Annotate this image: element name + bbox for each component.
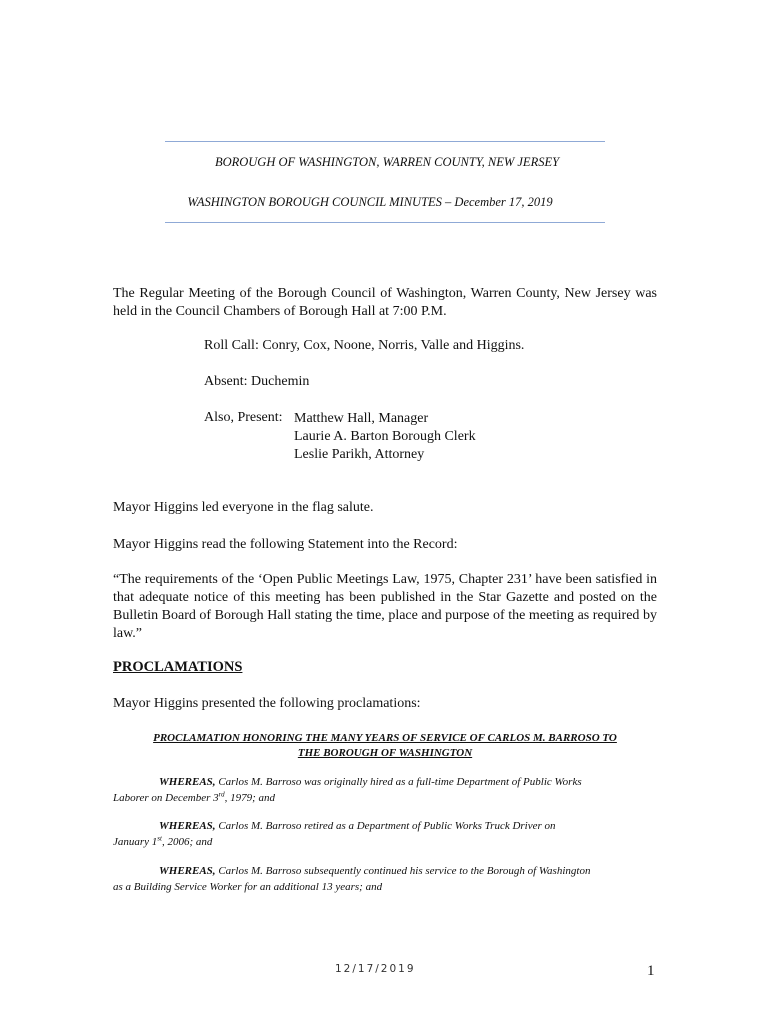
whereas-keyword: WHEREAS,: [159, 776, 216, 788]
roll-call: Roll Call: Conry, Cox, Noone, Norris, Valle and Higgins.: [204, 338, 525, 353]
whereas-keyword: WHEREAS,: [159, 820, 216, 832]
statement-quote-paragraph: “The requirements of the ‘Open Public Meetings Law, 1975, Chapter 231’ have been satisfied in that adequate notice of this meeting has been published in the Star Gazette and posted on the Bulletin Board of Borough Hall stating the time, place and purpose of the meeting as required by law.”: [113, 572, 657, 641]
proclamation-title-line: THE BOROUGH OF WASHINGTON: [297, 747, 473, 759]
also-present-name: Leslie Parikh, Attorney: [294, 447, 425, 462]
header-bottom-rule: [165, 222, 605, 223]
absent-list: Absent: Duchemin: [204, 374, 310, 389]
whereas-text: Carlos M. Barroso retired as a Department of Public Works Truck Driver on: [215, 820, 556, 832]
proclamation-title: [113, 731, 657, 761]
whereas-text: January 1: [113, 836, 158, 848]
whereas-keyword: WHEREAS,: [159, 865, 216, 877]
whereas-text: Carlos M. Barroso was originally hired as a full-time Department of Public Works: [215, 776, 582, 788]
header-top-rule: [165, 141, 605, 142]
also-present-label: Also, Present:: [204, 410, 283, 425]
proclamations-intro-paragraph: Mayor Higgins presented the following proclamations:: [113, 696, 421, 711]
ordinal-suffix: rd: [218, 790, 225, 799]
whereas-text: as a Building Service Worker for an additional 13 years; and: [113, 881, 383, 893]
also-present-name: Laurie A. Barton Borough Clerk: [294, 429, 476, 444]
whereas-clause: [113, 818, 657, 850]
ordinal-suffix: st: [157, 834, 162, 843]
page-number: 1: [647, 963, 655, 979]
whereas-text: Laborer on December 3: [113, 792, 219, 804]
flag-salute-paragraph: Mayor Higgins led everyone in the flag salute.: [113, 500, 374, 515]
statement-intro-paragraph: Mayor Higgins read the following Statement into the Record:: [113, 537, 458, 552]
whereas-clause: [113, 774, 657, 806]
also-present-name: Matthew Hall, Manager: [294, 411, 429, 426]
also-present-list: [294, 410, 476, 464]
whereas-text: Carlos M. Barroso subsequently continued his service to the Borough of Washington: [215, 865, 591, 877]
footer-date: 12/17/2019: [335, 963, 416, 975]
whereas-clause: [113, 863, 657, 895]
whereas-text: , 1979; and: [224, 792, 275, 804]
proclamation-title-line: PROCLAMATION HONORING THE MANY YEARS OF SERVICE OF CARLOS M. BARROSO TO: [153, 732, 617, 744]
whereas-text: , 2006; and: [161, 836, 213, 848]
section-heading-proclamations: PROCLAMATIONS: [113, 659, 243, 675]
header-minutes-title: WASHINGTON BOROUGH COUNCIL MINUTES – December 17, 2019: [187, 195, 553, 209]
header-borough-title: BOROUGH OF WASHINGTON, WARREN COUNTY, NEW JERSEY: [214, 155, 560, 169]
intro-paragraph: The Regular Meeting of the Borough Council of Washington, Warren County, New Jersey was held in the Council Chambers of Borough Hall at 7:00 P.M.: [113, 286, 657, 319]
